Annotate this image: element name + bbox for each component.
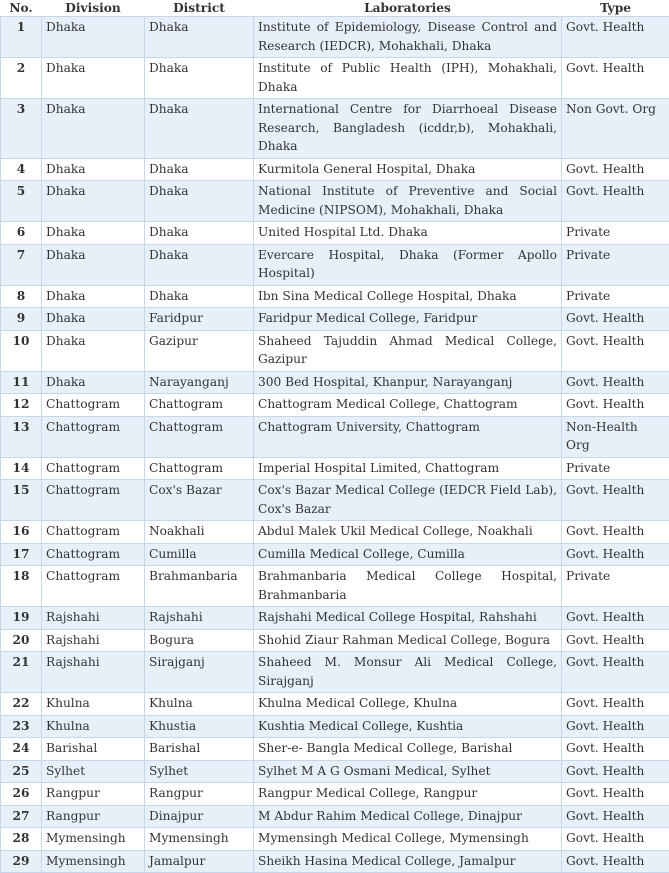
cell-division: Chattogram bbox=[42, 457, 145, 480]
cell-division: Rangpur bbox=[42, 805, 145, 828]
cell-type: Govt. Health bbox=[562, 480, 669, 521]
cell-laboratory: Imperial Hospital Limited, Chattogram bbox=[254, 457, 562, 480]
table-row bbox=[1, 652, 669, 693]
cell-district: Jamalpur bbox=[145, 850, 254, 873]
cell-no: 28 bbox=[1, 828, 42, 851]
cell-type: Govt. Health bbox=[562, 543, 669, 566]
cell-division: Chattogram bbox=[42, 566, 145, 607]
cell-type: Govt. Health bbox=[562, 693, 669, 716]
table-row bbox=[1, 715, 669, 738]
cell-laboratory: Chattogram Medical College, Chattogram bbox=[254, 394, 562, 417]
cell-type: Govt. Health bbox=[562, 715, 669, 738]
table-row bbox=[1, 244, 669, 285]
cell-type: Govt. Health bbox=[562, 783, 669, 806]
cell-district: Dhaka bbox=[145, 99, 254, 159]
cell-district: Narayanganj bbox=[145, 371, 254, 394]
cell-division: Khulna bbox=[42, 693, 145, 716]
table-row bbox=[1, 394, 669, 417]
cell-division: Dhaka bbox=[42, 17, 145, 58]
cell-division: Dhaka bbox=[42, 222, 145, 245]
cell-no: 17 bbox=[1, 543, 42, 566]
table-row bbox=[1, 783, 669, 806]
cell-type: Govt. Health bbox=[562, 181, 669, 222]
table-row bbox=[1, 181, 669, 222]
cell-division: Rajshahi bbox=[42, 629, 145, 652]
table-row bbox=[1, 457, 669, 480]
cell-division: Rajshahi bbox=[42, 607, 145, 630]
cell-laboratory: Institute of Epidemiology, Disease Control and Research (IEDCR), Mohakhali, Dhaka bbox=[254, 17, 562, 58]
cell-type: Govt. Health bbox=[562, 17, 669, 58]
cell-type: Private bbox=[562, 244, 669, 285]
cell-no: 6 bbox=[1, 222, 42, 245]
cell-no: 23 bbox=[1, 715, 42, 738]
header-type: Type bbox=[562, 0, 669, 17]
cell-division: Chattogram bbox=[42, 543, 145, 566]
table-row bbox=[1, 850, 669, 873]
cell-district: Rangpur bbox=[145, 783, 254, 806]
cell-division: Rajshahi bbox=[42, 652, 145, 693]
table-row bbox=[1, 222, 669, 245]
cell-laboratory: Faridpur Medical College, Faridpur bbox=[254, 308, 562, 331]
table-row bbox=[1, 17, 669, 58]
cell-type: Non Govt. Org bbox=[562, 99, 669, 159]
cell-no: 3 bbox=[1, 99, 42, 159]
cell-type: Govt. Health bbox=[562, 330, 669, 371]
cell-type: Govt. Health bbox=[562, 58, 669, 99]
cell-type: Govt. Health bbox=[562, 394, 669, 417]
cell-type: Govt. Health bbox=[562, 738, 669, 761]
cell-no: 10 bbox=[1, 330, 42, 371]
cell-laboratory: Sher-e- Bangla Medical College, Barishal bbox=[254, 738, 562, 761]
cell-laboratory: Evercare Hospital, Dhaka (Former Apollo Hospital) bbox=[254, 244, 562, 285]
cell-laboratory: M Abdur Rahim Medical College, Dinajpur bbox=[254, 805, 562, 828]
cell-district: Rajshahi bbox=[145, 607, 254, 630]
table-row bbox=[1, 629, 669, 652]
cell-laboratory: Rajshahi Medical College Hospital, Rahshahi bbox=[254, 607, 562, 630]
cell-type: Govt. Health bbox=[562, 521, 669, 544]
cell-district: Faridpur bbox=[145, 308, 254, 331]
cell-division: Dhaka bbox=[42, 58, 145, 99]
header-row bbox=[1, 0, 669, 17]
cell-no: 22 bbox=[1, 693, 42, 716]
cell-district: Khulna bbox=[145, 693, 254, 716]
cell-no: 16 bbox=[1, 521, 42, 544]
cell-district: Gazipur bbox=[145, 330, 254, 371]
cell-type: Govt. Health bbox=[562, 805, 669, 828]
table-row bbox=[1, 330, 669, 371]
cell-division: Dhaka bbox=[42, 285, 145, 308]
cell-division: Dhaka bbox=[42, 371, 145, 394]
cell-district: Dhaka bbox=[145, 158, 254, 181]
cell-division: Chattogram bbox=[42, 480, 145, 521]
cell-type: Private bbox=[562, 222, 669, 245]
cell-type: Private bbox=[562, 285, 669, 308]
cell-division: Chattogram bbox=[42, 416, 145, 457]
cell-type: Govt. Health bbox=[562, 850, 669, 873]
header-no: No. bbox=[1, 0, 42, 17]
cell-laboratory: Institute of Public Health (IPH), Mohakhali, Dhaka bbox=[254, 58, 562, 99]
cell-no: 25 bbox=[1, 760, 42, 783]
table-row bbox=[1, 371, 669, 394]
table-row bbox=[1, 693, 669, 716]
cell-district: Cumilla bbox=[145, 543, 254, 566]
cell-district: Cox's Bazar bbox=[145, 480, 254, 521]
cell-division: Barishal bbox=[42, 738, 145, 761]
cell-laboratory: 300 Bed Hospital, Khanpur, Narayanganj bbox=[254, 371, 562, 394]
cell-division: Mymensingh bbox=[42, 850, 145, 873]
cell-no: 4 bbox=[1, 158, 42, 181]
cell-district: Dhaka bbox=[145, 285, 254, 308]
cell-no: 14 bbox=[1, 457, 42, 480]
cell-district: Dhaka bbox=[145, 17, 254, 58]
table-row bbox=[1, 99, 669, 159]
cell-type: Govt. Health bbox=[562, 371, 669, 394]
cell-district: Dinajpur bbox=[145, 805, 254, 828]
cell-district: Chattogram bbox=[145, 416, 254, 457]
cell-no: 12 bbox=[1, 394, 42, 417]
cell-laboratory: Khulna Medical College, Khulna bbox=[254, 693, 562, 716]
cell-no: 18 bbox=[1, 566, 42, 607]
cell-laboratory: National Institute of Preventive and Social Medicine (NIPSOM), Mohakhali, Dhaka bbox=[254, 181, 562, 222]
cell-division: Dhaka bbox=[42, 330, 145, 371]
table-body bbox=[1, 17, 669, 873]
cell-laboratory: United Hospital Ltd. Dhaka bbox=[254, 222, 562, 245]
cell-type: Govt. Health bbox=[562, 652, 669, 693]
cell-no: 5 bbox=[1, 181, 42, 222]
cell-type: Govt. Health bbox=[562, 308, 669, 331]
cell-laboratory: Sylhet M A G Osmani Medical, Sylhet bbox=[254, 760, 562, 783]
cell-no: 8 bbox=[1, 285, 42, 308]
cell-division: Khulna bbox=[42, 715, 145, 738]
cell-laboratory: Abdul Malek Ukil Medical College, Noakhali bbox=[254, 521, 562, 544]
cell-division: Mymensingh bbox=[42, 828, 145, 851]
cell-district: Mymensingh bbox=[145, 828, 254, 851]
cell-district: Barishal bbox=[145, 738, 254, 761]
cell-division: Dhaka bbox=[42, 244, 145, 285]
cell-district: Khustia bbox=[145, 715, 254, 738]
table-row bbox=[1, 416, 669, 457]
cell-no: 1 bbox=[1, 17, 42, 58]
cell-no: 29 bbox=[1, 850, 42, 873]
cell-laboratory: Shaheed M. Monsur Ali Medical College, Sirajganj bbox=[254, 652, 562, 693]
cell-division: Dhaka bbox=[42, 181, 145, 222]
cell-district: Dhaka bbox=[145, 181, 254, 222]
cell-district: Brahmanbaria bbox=[145, 566, 254, 607]
cell-laboratory: Brahmanbaria Medical College Hospital, Brahmanbaria bbox=[254, 566, 562, 607]
cell-laboratory: Cox's Bazar Medical College (IEDCR Field Lab), Cox's Bazar bbox=[254, 480, 562, 521]
table-row bbox=[1, 566, 669, 607]
cell-laboratory: Sheikh Hasina Medical College, Jamalpur bbox=[254, 850, 562, 873]
cell-laboratory: Rangpur Medical College, Rangpur bbox=[254, 783, 562, 806]
cell-district: Chattogram bbox=[145, 457, 254, 480]
table-row bbox=[1, 543, 669, 566]
table-row bbox=[1, 480, 669, 521]
table-row bbox=[1, 58, 669, 99]
cell-laboratory: International Centre for Diarrhoeal Disease Research, Bangladesh (icddr,b), Mohakhali, Dhaka bbox=[254, 99, 562, 159]
header-district: District bbox=[145, 0, 254, 17]
cell-no: 7 bbox=[1, 244, 42, 285]
cell-type: Non-Health Org bbox=[562, 416, 669, 457]
cell-no: 13 bbox=[1, 416, 42, 457]
cell-division: Sylhet bbox=[42, 760, 145, 783]
cell-type: Private bbox=[562, 566, 669, 607]
cell-no: 2 bbox=[1, 58, 42, 99]
cell-district: Dhaka bbox=[145, 244, 254, 285]
cell-type: Govt. Health bbox=[562, 760, 669, 783]
table-row bbox=[1, 607, 669, 630]
cell-district: Noakhali bbox=[145, 521, 254, 544]
header-division: Division bbox=[42, 0, 145, 17]
cell-division: Dhaka bbox=[42, 308, 145, 331]
cell-laboratory: Kurmitola General Hospital, Dhaka bbox=[254, 158, 562, 181]
cell-no: 11 bbox=[1, 371, 42, 394]
cell-laboratory: Chattogram University, Chattogram bbox=[254, 416, 562, 457]
cell-district: Chattogram bbox=[145, 394, 254, 417]
cell-division: Dhaka bbox=[42, 99, 145, 159]
table-row bbox=[1, 828, 669, 851]
cell-laboratory: Kushtia Medical College, Kushtia bbox=[254, 715, 562, 738]
cell-no: 15 bbox=[1, 480, 42, 521]
cell-no: 19 bbox=[1, 607, 42, 630]
cell-division: Rangpur bbox=[42, 783, 145, 806]
cell-district: Sylhet bbox=[145, 760, 254, 783]
cell-no: 26 bbox=[1, 783, 42, 806]
table-row bbox=[1, 521, 669, 544]
table-row bbox=[1, 308, 669, 331]
cell-division: Dhaka bbox=[42, 158, 145, 181]
table-row bbox=[1, 285, 669, 308]
table-row bbox=[1, 158, 669, 181]
cell-no: 21 bbox=[1, 652, 42, 693]
cell-laboratory: Mymensingh Medical College, Mymensingh bbox=[254, 828, 562, 851]
cell-division: Chattogram bbox=[42, 394, 145, 417]
cell-no: 20 bbox=[1, 629, 42, 652]
table-row bbox=[1, 805, 669, 828]
cell-laboratory: Shohid Ziaur Rahman Medical College, Bogura bbox=[254, 629, 562, 652]
cell-no: 27 bbox=[1, 805, 42, 828]
table-row bbox=[1, 738, 669, 761]
cell-type: Govt. Health bbox=[562, 158, 669, 181]
cell-no: 24 bbox=[1, 738, 42, 761]
cell-division: Chattogram bbox=[42, 521, 145, 544]
cell-type: Govt. Health bbox=[562, 607, 669, 630]
table-row bbox=[1, 760, 669, 783]
cell-district: Dhaka bbox=[145, 222, 254, 245]
cell-district: Dhaka bbox=[145, 58, 254, 99]
cell-type: Govt. Health bbox=[562, 629, 669, 652]
header-laboratories: Laboratories bbox=[254, 0, 562, 17]
cell-laboratory: Ibn Sina Medical College Hospital, Dhaka bbox=[254, 285, 562, 308]
cell-district: Sirajganj bbox=[145, 652, 254, 693]
cell-laboratory: Cumilla Medical College, Cumilla bbox=[254, 543, 562, 566]
cell-type: Govt. Health bbox=[562, 828, 669, 851]
cell-no: 9 bbox=[1, 308, 42, 331]
cell-laboratory: Shaheed Tajuddin Ahmad Medical College, Gazipur bbox=[254, 330, 562, 371]
cell-type: Private bbox=[562, 457, 669, 480]
cell-district: Bogura bbox=[145, 629, 254, 652]
